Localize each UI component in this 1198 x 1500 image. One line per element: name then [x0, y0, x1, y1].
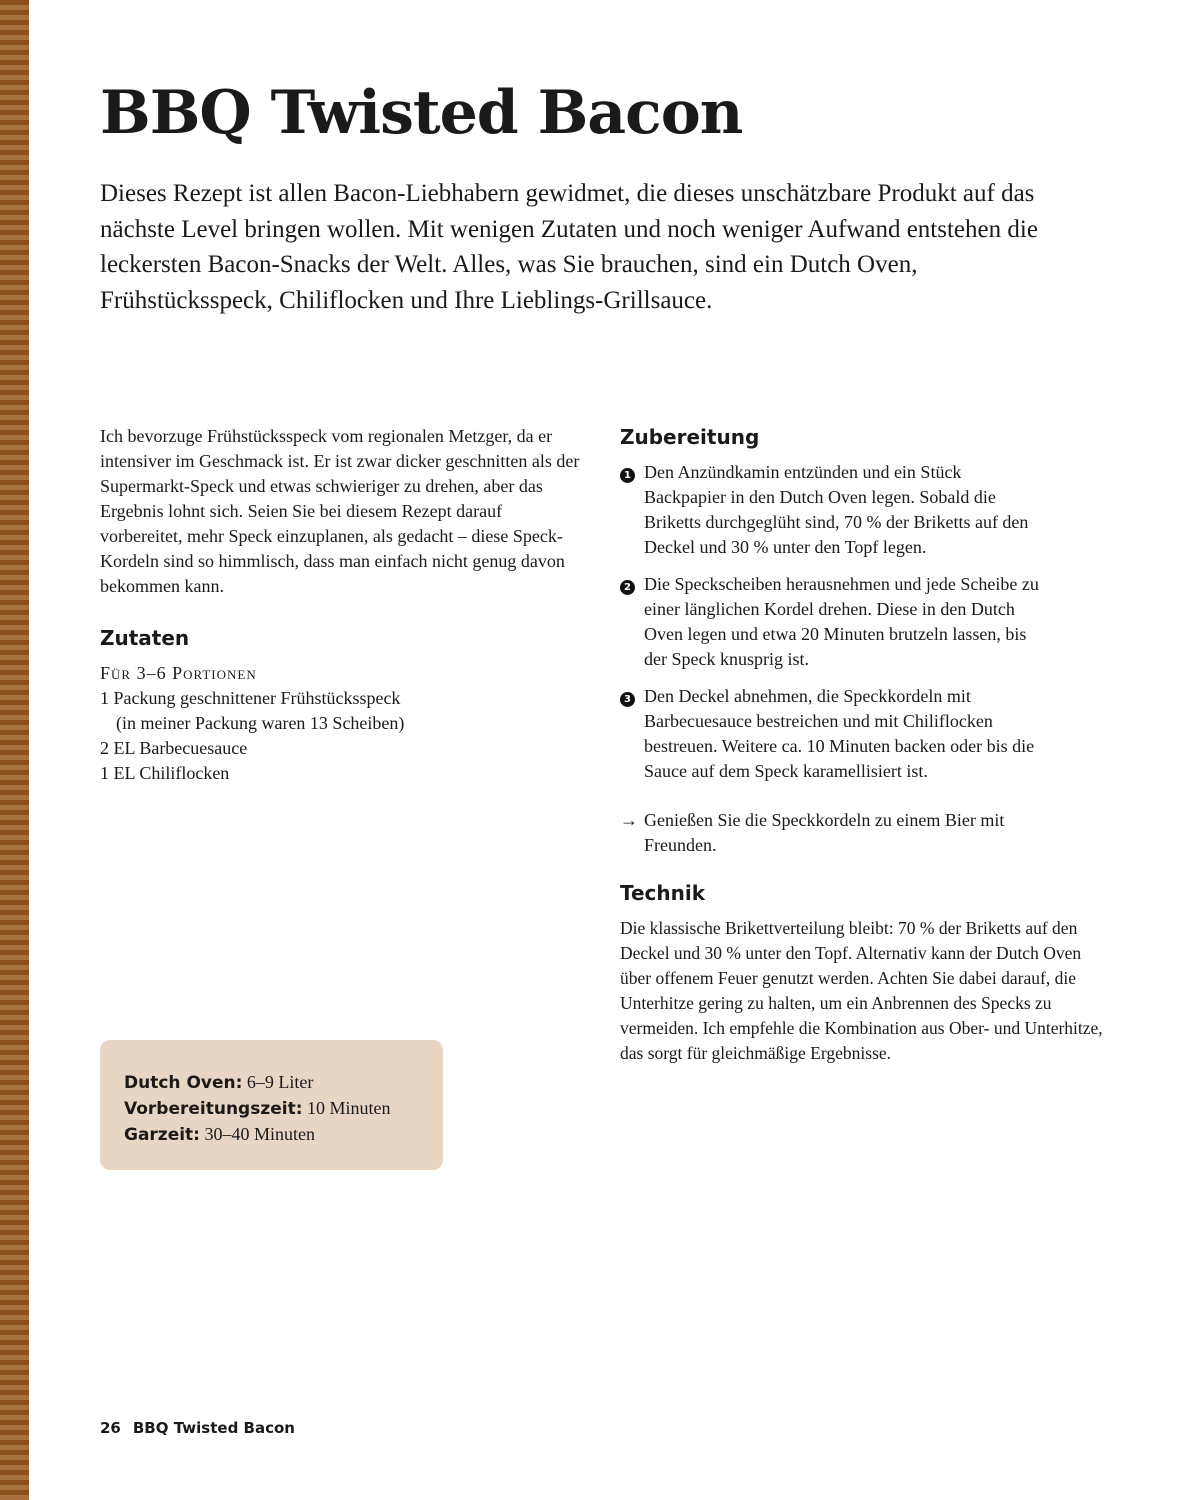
info-label: Garzeit: — [124, 1125, 200, 1145]
technik-text: Die klassische Brikettverteilung bleibt: 70 % der Briketts auf den Deckel und 30 % unter den Topf. Alternativ kann der Dutch Oven über offenem Feuer genutzt werden. Achten Sie dabei darauf, die Unterhitze gering zu halten, um ein Anbrennen des Specks zu vermeiden. Ich empfehle die Kombination aus Ober- und Unterhitze, das sorgt für gleichmäßige Ergebnisse. — [620, 918, 1103, 1063]
zubereitung-heading: Zubereitung — [620, 425, 760, 449]
left-column — [100, 424, 590, 786]
tip — [620, 808, 1110, 858]
step-number-icon: 1 — [620, 468, 635, 483]
ingredient: 1 EL Chiliflocken — [100, 763, 230, 783]
info-label: Vorbereitungszeit: — [124, 1099, 303, 1119]
intro-text: Dieses Rezept ist allen Bacon-Liebhabern gewidmet, die dieses unschätzbare Produkt auf das nächste Level bringen wollen. Mit wenigen Zutaten und noch weniger Aufwand entstehen die leckersten Bacon-Snacks der Welt. Alles, was Sie brauchen, sind ein Dutch Oven, Frühstücksspeck, Chiliflocken und Ihre Lieblings-Grillsauce. — [100, 180, 1038, 314]
info-row — [124, 1122, 419, 1148]
portions: Für 3–6 Portionen — [100, 663, 257, 683]
zutaten-heading: Zutaten — [100, 626, 190, 650]
right-column — [620, 424, 1110, 1066]
info-label: Dutch Oven: — [124, 1073, 243, 1093]
tip-text: Genießen Sie die Speckkordeln zu einem Bier mit Freunden. — [644, 810, 1005, 855]
page-number: 26 — [100, 1419, 121, 1437]
page-footer — [100, 1419, 307, 1437]
ingredient: 1 Packung geschnittener Frühstücksspeck — [100, 688, 401, 708]
step — [620, 684, 1110, 784]
info-value: 10 Minuten — [302, 1098, 391, 1118]
step — [620, 572, 1110, 672]
ingredient: 2 EL Barbecuesauce — [100, 738, 248, 758]
decorative-stripe — [0, 0, 29, 1500]
info-value: 30–40 Minuten — [200, 1124, 315, 1144]
step — [620, 460, 1110, 560]
left-text: Ich bevorzuge Frühstücksspeck vom regionalen Metzger, da er intensiver im Geschmack ist. Er ist zwar dicker geschnitten als der Supermarkt-Speck und etwas schwieriger zu drehen, aber das Ergebnis lohnt sich. Seien Sie bei diesem Rezept darauf vorbereitet, mehr Speck einzuplanen, als gedacht – diese Speck-Kordeln sind so himmlisch, dass man einfach nicht genug davon bekommen kann. — [100, 426, 580, 596]
step-text: Die Speckscheiben herausnehmen und jede Scheibe zu einer länglichen Kordel drehen. Diese in den Dutch Oven legen und etwa 20 Minuten brutzeln lassen, bis der Speck knusprig ist. — [644, 574, 1039, 669]
info-row — [124, 1096, 419, 1122]
info-value: 6–9 Liter — [242, 1072, 314, 1092]
step-text: Den Deckel abnehmen, die Speckkordeln mit Barbecuesauce bestreichen und mit Chiliflocken bestreuen. Weitere ca. 10 Minuten backen oder bis die Sauce auf dem Speck karamellisiert ist. — [644, 686, 1035, 781]
ingredient-note: (in meiner Packung waren 13 Scheiben) — [116, 713, 405, 733]
arrow-icon: → — [620, 810, 638, 830]
footer-title: BBQ Twisted Bacon — [132, 1419, 295, 1437]
step-number-icon: 2 — [620, 580, 635, 595]
step-text: Den Anzündkamin entzünden und ein Stück Backpapier in den Dutch Oven legen. Sobald die Briketts durchgeglüht sind, 70 % der Briketts auf den Deckel und 30 % unter den Topf legen. — [644, 462, 1029, 557]
info-box — [100, 1040, 443, 1170]
technik-heading: Technik — [620, 881, 706, 905]
page-title: BBQ Twisted Bacon — [100, 78, 743, 148]
step-number-icon: 3 — [620, 692, 635, 707]
info-row — [124, 1070, 419, 1096]
